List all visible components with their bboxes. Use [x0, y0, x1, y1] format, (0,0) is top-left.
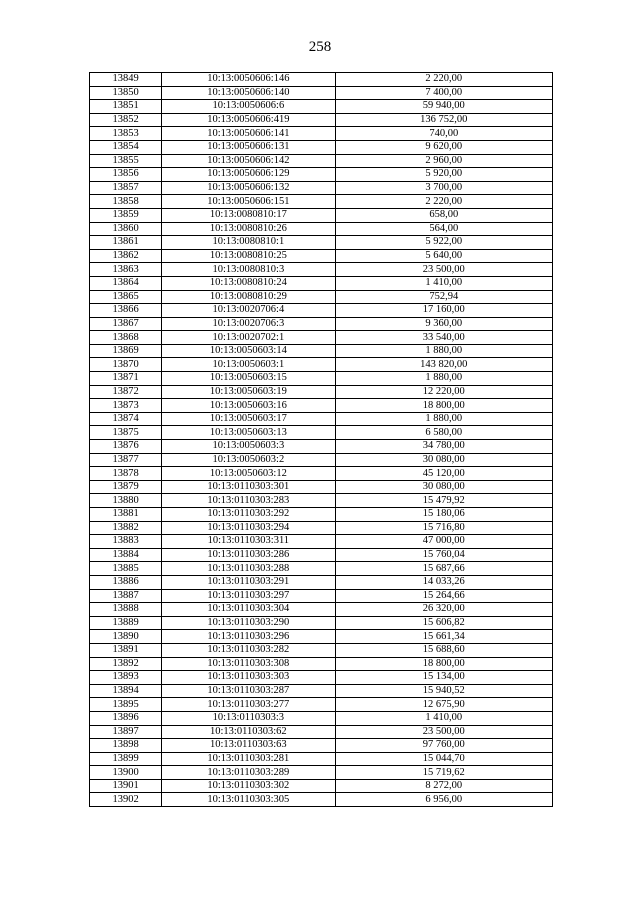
cadastral-value-cell: 14 033,26 — [335, 575, 553, 589]
table-row — [90, 575, 553, 589]
cadastral-number-cell: 10:13:0110303:286 — [162, 548, 335, 562]
row-number-cell: 13866 — [90, 304, 162, 318]
row-number-cell: 13855 — [90, 154, 162, 168]
cadastral-number-cell: 10:13:0050606:141 — [162, 127, 335, 141]
row-number-cell: 13864 — [90, 276, 162, 290]
cadastral-number-cell: 10:13:0050603:13 — [162, 426, 335, 440]
table-row — [90, 548, 553, 562]
cadastral-value-cell: 2 960,00 — [335, 154, 553, 168]
cadastral-number-cell: 10:13:0050606:6 — [162, 100, 335, 114]
row-number-cell: 13884 — [90, 548, 162, 562]
table-row — [90, 331, 553, 345]
table-row — [90, 100, 553, 114]
cadastral-number-cell: 10:13:0110303:301 — [162, 480, 335, 494]
cadastral-value-cell: 15 264,66 — [335, 589, 553, 603]
row-number-cell: 13890 — [90, 630, 162, 644]
row-number-cell: 13886 — [90, 575, 162, 589]
cadastral-number-cell: 10:13:0050603:2 — [162, 453, 335, 467]
cadastral-value-cell: 12 675,90 — [335, 698, 553, 712]
cadastral-number-cell: 10:13:0020702:1 — [162, 331, 335, 345]
table-row — [90, 195, 553, 209]
cadastral-number-cell: 10:13:0050606:419 — [162, 113, 335, 127]
cadastral-number-cell: 10:13:0080810:26 — [162, 222, 335, 236]
cadastral-value-cell: 9 620,00 — [335, 140, 553, 154]
row-number-cell: 13850 — [90, 86, 162, 100]
cadastral-value-cell: 15 719,62 — [335, 766, 553, 780]
row-number-cell: 13858 — [90, 195, 162, 209]
table-row — [90, 317, 553, 331]
cadastral-number-cell: 10:13:0050603:12 — [162, 467, 335, 481]
cadastral-value-cell: 15 687,66 — [335, 562, 553, 576]
cadastral-value-cell: 47 000,00 — [335, 535, 553, 549]
row-number-cell: 13854 — [90, 140, 162, 154]
row-number-cell: 13891 — [90, 643, 162, 657]
row-number-cell: 13901 — [90, 779, 162, 793]
cadastral-number-cell: 10:13:0050606:132 — [162, 181, 335, 195]
cadastral-number-cell: 10:13:0050606:140 — [162, 86, 335, 100]
cadastral-value-cell: 18 800,00 — [335, 657, 553, 671]
row-number-cell: 13882 — [90, 521, 162, 535]
table-row — [90, 249, 553, 263]
cadastral-value-cell: 34 780,00 — [335, 440, 553, 454]
row-number-cell: 13863 — [90, 263, 162, 277]
cadastral-number-cell: 10:13:0050603:17 — [162, 412, 335, 426]
cadastral-value-cell: 15 688,60 — [335, 643, 553, 657]
cadastral-number-cell: 10:13:0050603:1 — [162, 358, 335, 372]
cadastral-number-cell: 10:13:0110303:3 — [162, 711, 335, 725]
cadastral-number-cell: 10:13:0110303:305 — [162, 793, 335, 807]
row-number-cell: 13878 — [90, 467, 162, 481]
cadastral-number-cell: 10:13:0050606:151 — [162, 195, 335, 209]
table-row — [90, 113, 553, 127]
cadastral-value-cell: 15 180,06 — [335, 508, 553, 522]
table-body — [90, 73, 553, 807]
cadastral-value-cell: 12 220,00 — [335, 385, 553, 399]
row-number-cell: 13851 — [90, 100, 162, 114]
row-number-cell: 13853 — [90, 127, 162, 141]
cadastral-value-cell: 30 080,00 — [335, 453, 553, 467]
table-row — [90, 426, 553, 440]
row-number-cell: 13867 — [90, 317, 162, 331]
table-row — [90, 562, 553, 576]
cadastral-number-cell: 10:13:0050606:131 — [162, 140, 335, 154]
cadastral-value-cell: 15 134,00 — [335, 671, 553, 685]
row-number-cell: 13849 — [90, 73, 162, 87]
cadastral-value-cell: 15 479,92 — [335, 494, 553, 508]
cadastral-value-cell: 23 500,00 — [335, 725, 553, 739]
cadastral-value-cell: 59 940,00 — [335, 100, 553, 114]
cadastral-number-cell: 10:13:0110303:277 — [162, 698, 335, 712]
cadastral-value-table — [89, 72, 553, 807]
cadastral-value-cell: 8 272,00 — [335, 779, 553, 793]
cadastral-value-cell: 2 220,00 — [335, 73, 553, 87]
table-row — [90, 698, 553, 712]
row-number-cell: 13895 — [90, 698, 162, 712]
row-number-cell: 13897 — [90, 725, 162, 739]
row-number-cell: 13885 — [90, 562, 162, 576]
cadastral-number-cell: 10:13:0110303:304 — [162, 603, 335, 617]
row-number-cell: 13888 — [90, 603, 162, 617]
cadastral-value-cell: 17 160,00 — [335, 304, 553, 318]
cadastral-number-cell: 10:13:0110303:291 — [162, 575, 335, 589]
row-number-cell: 13899 — [90, 752, 162, 766]
table-row — [90, 480, 553, 494]
row-number-cell: 13887 — [90, 589, 162, 603]
row-number-cell: 13889 — [90, 616, 162, 630]
table-row — [90, 779, 553, 793]
row-number-cell: 13893 — [90, 671, 162, 685]
table-row — [90, 521, 553, 535]
row-number-cell: 13865 — [90, 290, 162, 304]
cadastral-number-cell: 10:13:0110303:311 — [162, 535, 335, 549]
table-row — [90, 154, 553, 168]
row-number-cell: 13880 — [90, 494, 162, 508]
cadastral-number-cell: 10:13:0050606:142 — [162, 154, 335, 168]
cadastral-value-cell: 6 580,00 — [335, 426, 553, 440]
table-row — [90, 208, 553, 222]
cadastral-number-cell: 10:13:0080810:29 — [162, 290, 335, 304]
row-number-cell: 13873 — [90, 399, 162, 413]
row-number-cell: 13868 — [90, 331, 162, 345]
table-row — [90, 589, 553, 603]
row-number-cell: 13881 — [90, 508, 162, 522]
cadastral-value-cell: 7 400,00 — [335, 86, 553, 100]
cadastral-value-cell: 30 080,00 — [335, 480, 553, 494]
cadastral-value-cell: 2 220,00 — [335, 195, 553, 209]
cadastral-number-cell: 10:13:0080810:24 — [162, 276, 335, 290]
cadastral-value-cell: 143 820,00 — [335, 358, 553, 372]
cadastral-value-cell: 1 410,00 — [335, 711, 553, 725]
row-number-cell: 13869 — [90, 344, 162, 358]
table-row — [90, 73, 553, 87]
row-number-cell: 13870 — [90, 358, 162, 372]
cadastral-value-cell: 15 044,70 — [335, 752, 553, 766]
cadastral-value-cell: 15 606,82 — [335, 616, 553, 630]
table-row — [90, 304, 553, 318]
row-number-cell: 13862 — [90, 249, 162, 263]
cadastral-number-cell: 10:13:0110303:62 — [162, 725, 335, 739]
table-row — [90, 603, 553, 617]
row-number-cell: 13902 — [90, 793, 162, 807]
cadastral-number-cell: 10:13:0110303:281 — [162, 752, 335, 766]
table-row — [90, 276, 553, 290]
cadastral-value-cell: 15 940,52 — [335, 684, 553, 698]
cadastral-number-cell: 10:13:0080810:3 — [162, 263, 335, 277]
row-number-cell: 13872 — [90, 385, 162, 399]
table-row — [90, 412, 553, 426]
cadastral-number-cell: 10:13:0050603:15 — [162, 372, 335, 386]
row-number-cell: 13875 — [90, 426, 162, 440]
cadastral-value-cell: 1 410,00 — [335, 276, 553, 290]
cadastral-value-cell: 15 661,34 — [335, 630, 553, 644]
table-row — [90, 508, 553, 522]
table-row — [90, 616, 553, 630]
cadastral-number-cell: 10:13:0020706:4 — [162, 304, 335, 318]
cadastral-number-cell: 10:13:0110303:292 — [162, 508, 335, 522]
cadastral-value-cell: 5 922,00 — [335, 236, 553, 250]
table-row — [90, 127, 553, 141]
cadastral-value-cell: 658,00 — [335, 208, 553, 222]
cadastral-number-cell: 10:13:0110303:287 — [162, 684, 335, 698]
table-row — [90, 86, 553, 100]
cadastral-number-cell: 10:13:0110303:294 — [162, 521, 335, 535]
table-row — [90, 168, 553, 182]
row-number-cell: 13860 — [90, 222, 162, 236]
table-row — [90, 290, 553, 304]
cadastral-value-cell: 752,94 — [335, 290, 553, 304]
row-number-cell: 13898 — [90, 739, 162, 753]
cadastral-number-cell: 10:13:0050603:16 — [162, 399, 335, 413]
row-number-cell: 13856 — [90, 168, 162, 182]
cadastral-number-cell: 10:13:0050603:3 — [162, 440, 335, 454]
table-row — [90, 766, 553, 780]
cadastral-number-cell: 10:13:0050606:129 — [162, 168, 335, 182]
row-number-cell: 13876 — [90, 440, 162, 454]
cadastral-value-cell: 45 120,00 — [335, 467, 553, 481]
table-row — [90, 372, 553, 386]
cadastral-value-cell: 1 880,00 — [335, 372, 553, 386]
table-row — [90, 222, 553, 236]
cadastral-number-cell: 10:13:0110303:282 — [162, 643, 335, 657]
cadastral-value-cell: 740,00 — [335, 127, 553, 141]
row-number-cell: 13883 — [90, 535, 162, 549]
table-row — [90, 385, 553, 399]
cadastral-value-cell: 564,00 — [335, 222, 553, 236]
table-row — [90, 181, 553, 195]
table-row — [90, 453, 553, 467]
cadastral-number-cell: 10:13:0050603:14 — [162, 344, 335, 358]
cadastral-number-cell: 10:13:0050603:19 — [162, 385, 335, 399]
cadastral-number-cell: 10:13:0110303:290 — [162, 616, 335, 630]
cadastral-value-cell: 136 752,00 — [335, 113, 553, 127]
table-row — [90, 657, 553, 671]
cadastral-number-cell: 10:13:0080810:1 — [162, 236, 335, 250]
cadastral-value-cell: 18 800,00 — [335, 399, 553, 413]
cadastral-value-cell: 6 956,00 — [335, 793, 553, 807]
cadastral-number-cell: 10:13:0110303:296 — [162, 630, 335, 644]
cadastral-number-cell: 10:13:0050606:146 — [162, 73, 335, 87]
cadastral-value-cell: 97 760,00 — [335, 739, 553, 753]
cadastral-number-cell: 10:13:0080810:17 — [162, 208, 335, 222]
table-row — [90, 140, 553, 154]
page-number: 258 — [308, 39, 332, 55]
cadastral-number-cell: 10:13:0110303:297 — [162, 589, 335, 603]
cadastral-value-cell: 15 716,80 — [335, 521, 553, 535]
cadastral-number-cell: 10:13:0110303:283 — [162, 494, 335, 508]
row-number-cell: 13877 — [90, 453, 162, 467]
row-number-cell: 13900 — [90, 766, 162, 780]
table-row — [90, 535, 553, 549]
table-row — [90, 263, 553, 277]
table-row — [90, 236, 553, 250]
row-number-cell: 13896 — [90, 711, 162, 725]
cadastral-value-cell: 23 500,00 — [335, 263, 553, 277]
table-row — [90, 643, 553, 657]
table-row — [90, 725, 553, 739]
table-row — [90, 440, 553, 454]
cadastral-number-cell: 10:13:0110303:63 — [162, 739, 335, 753]
row-number-cell: 13879 — [90, 480, 162, 494]
table-row — [90, 399, 553, 413]
table-row — [90, 344, 553, 358]
cadastral-value-cell: 15 760,04 — [335, 548, 553, 562]
row-number-cell: 13871 — [90, 372, 162, 386]
table-row — [90, 752, 553, 766]
table-row — [90, 684, 553, 698]
table-row — [90, 739, 553, 753]
table-row — [90, 793, 553, 807]
row-number-cell: 13859 — [90, 208, 162, 222]
row-number-cell: 13861 — [90, 236, 162, 250]
cadastral-number-cell: 10:13:0080810:25 — [162, 249, 335, 263]
table-row — [90, 671, 553, 685]
row-number-cell: 13894 — [90, 684, 162, 698]
row-number-cell: 13874 — [90, 412, 162, 426]
row-number-cell: 13852 — [90, 113, 162, 127]
cadastral-number-cell: 10:13:0110303:289 — [162, 766, 335, 780]
cadastral-value-cell: 5 920,00 — [335, 168, 553, 182]
row-number-cell: 13857 — [90, 181, 162, 195]
cadastral-number-cell: 10:13:0110303:302 — [162, 779, 335, 793]
table-row — [90, 467, 553, 481]
row-number-cell: 13892 — [90, 657, 162, 671]
cadastral-value-cell: 33 540,00 — [335, 331, 553, 345]
cadastral-value-cell: 1 880,00 — [335, 344, 553, 358]
cadastral-number-cell: 10:13:0110303:288 — [162, 562, 335, 576]
cadastral-value-cell: 1 880,00 — [335, 412, 553, 426]
cadastral-value-cell: 3 700,00 — [335, 181, 553, 195]
cadastral-value-cell: 9 360,00 — [335, 317, 553, 331]
table-row — [90, 711, 553, 725]
cadastral-number-cell: 10:13:0110303:303 — [162, 671, 335, 685]
cadastral-number-cell: 10:13:0020706:3 — [162, 317, 335, 331]
table-row — [90, 494, 553, 508]
table-row — [90, 630, 553, 644]
cadastral-number-cell: 10:13:0110303:308 — [162, 657, 335, 671]
table-row — [90, 358, 553, 372]
cadastral-value-cell: 26 320,00 — [335, 603, 553, 617]
cadastral-value-cell: 5 640,00 — [335, 249, 553, 263]
